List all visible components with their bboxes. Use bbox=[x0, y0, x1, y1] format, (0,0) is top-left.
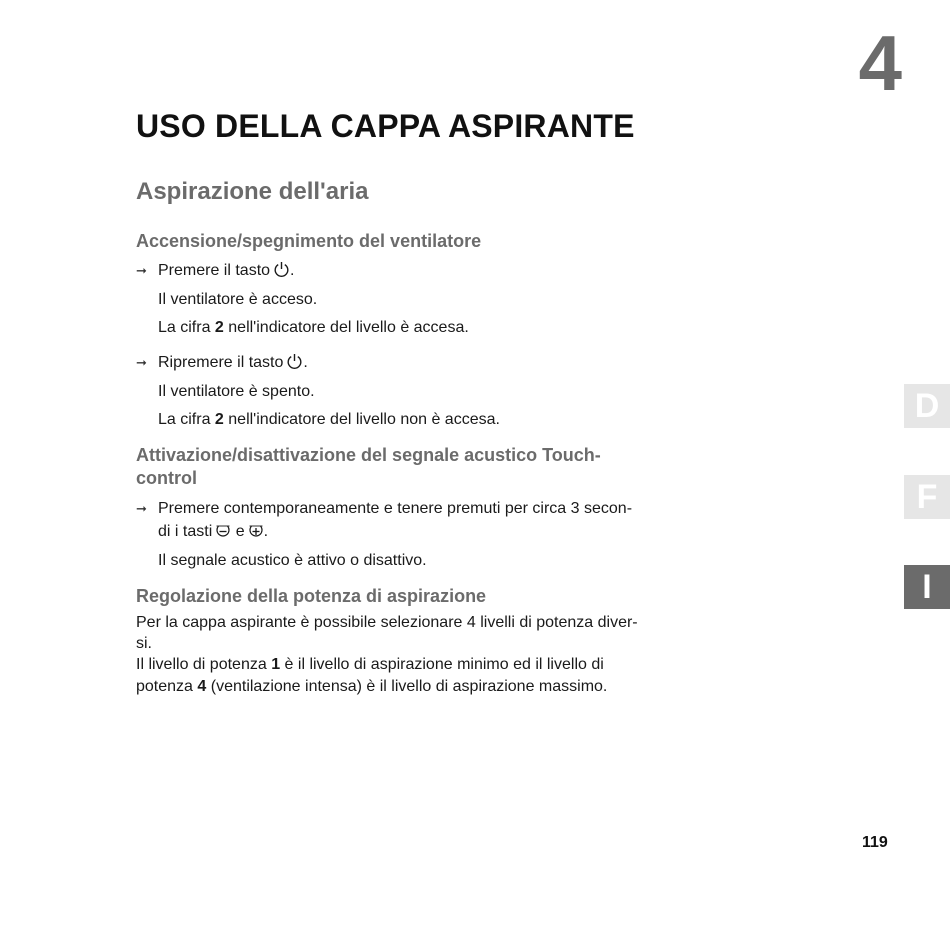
arrow-bullet-icon: ➞ bbox=[136, 263, 147, 278]
power-icon bbox=[286, 353, 303, 376]
power-para-2-line-2: potenza 4 (ventilazione intensa) è il livello di aspirazione massimo. bbox=[136, 678, 608, 695]
language-tab-d[interactable]: D bbox=[904, 384, 950, 428]
arrow-bullet-icon: ➞ bbox=[136, 355, 147, 370]
touch-heading: Attivazione/disattivazione del segnale acustico Touch- control bbox=[136, 445, 601, 488]
fan-result-2a: Il ventilatore è spento. bbox=[158, 383, 315, 400]
page-number: 119 bbox=[862, 834, 888, 851]
touch-step-line-2: di i tasti e . bbox=[158, 521, 268, 545]
page-title: USO DELLA CAPPA ASPIRANTE bbox=[136, 108, 635, 144]
fan-result-1b: La cifra 2 nell'indicatore del livello è accesa. bbox=[158, 319, 469, 336]
arrow-bullet-icon: ➞ bbox=[136, 501, 147, 516]
chapter-number: 4 bbox=[858, 19, 902, 107]
fan-step-2: Ripremere il tasto . bbox=[158, 352, 308, 376]
fan-result-1a: Il ventilatore è acceso. bbox=[158, 291, 318, 308]
section-title: Aspirazione dell'aria bbox=[136, 178, 369, 205]
fan-result-2b: La cifra 2 nell'indicatore del livello non è accesa. bbox=[158, 411, 500, 428]
fan-heading: Accensione/spegnimento del ventilatore bbox=[136, 231, 482, 251]
power-para-1-line-1: Per la cappa aspirante è possibile selezionare 4 livelli di potenza diver- bbox=[136, 614, 638, 631]
power-para-1-line-2: si. bbox=[136, 635, 152, 652]
minus-key-icon bbox=[215, 523, 231, 545]
fan-step-1: Premere il tasto . bbox=[158, 260, 295, 284]
language-tab-f[interactable]: F bbox=[904, 475, 950, 519]
plus-key-icon bbox=[248, 523, 264, 545]
power-heading: Regolazione della potenza di aspirazione bbox=[136, 586, 487, 606]
touch-step-line-1: Premere contemporaneamente e tenere premuti per circa 3 secon- bbox=[158, 500, 633, 517]
touch-result: Il segnale acustico è attivo o disattivo. bbox=[158, 552, 427, 569]
power-icon bbox=[273, 261, 290, 284]
language-tab-i[interactable]: I bbox=[904, 565, 950, 609]
power-para-2-line-1: Il livello di potenza 1 è il livello di aspirazione minimo ed il livello di bbox=[136, 656, 604, 673]
